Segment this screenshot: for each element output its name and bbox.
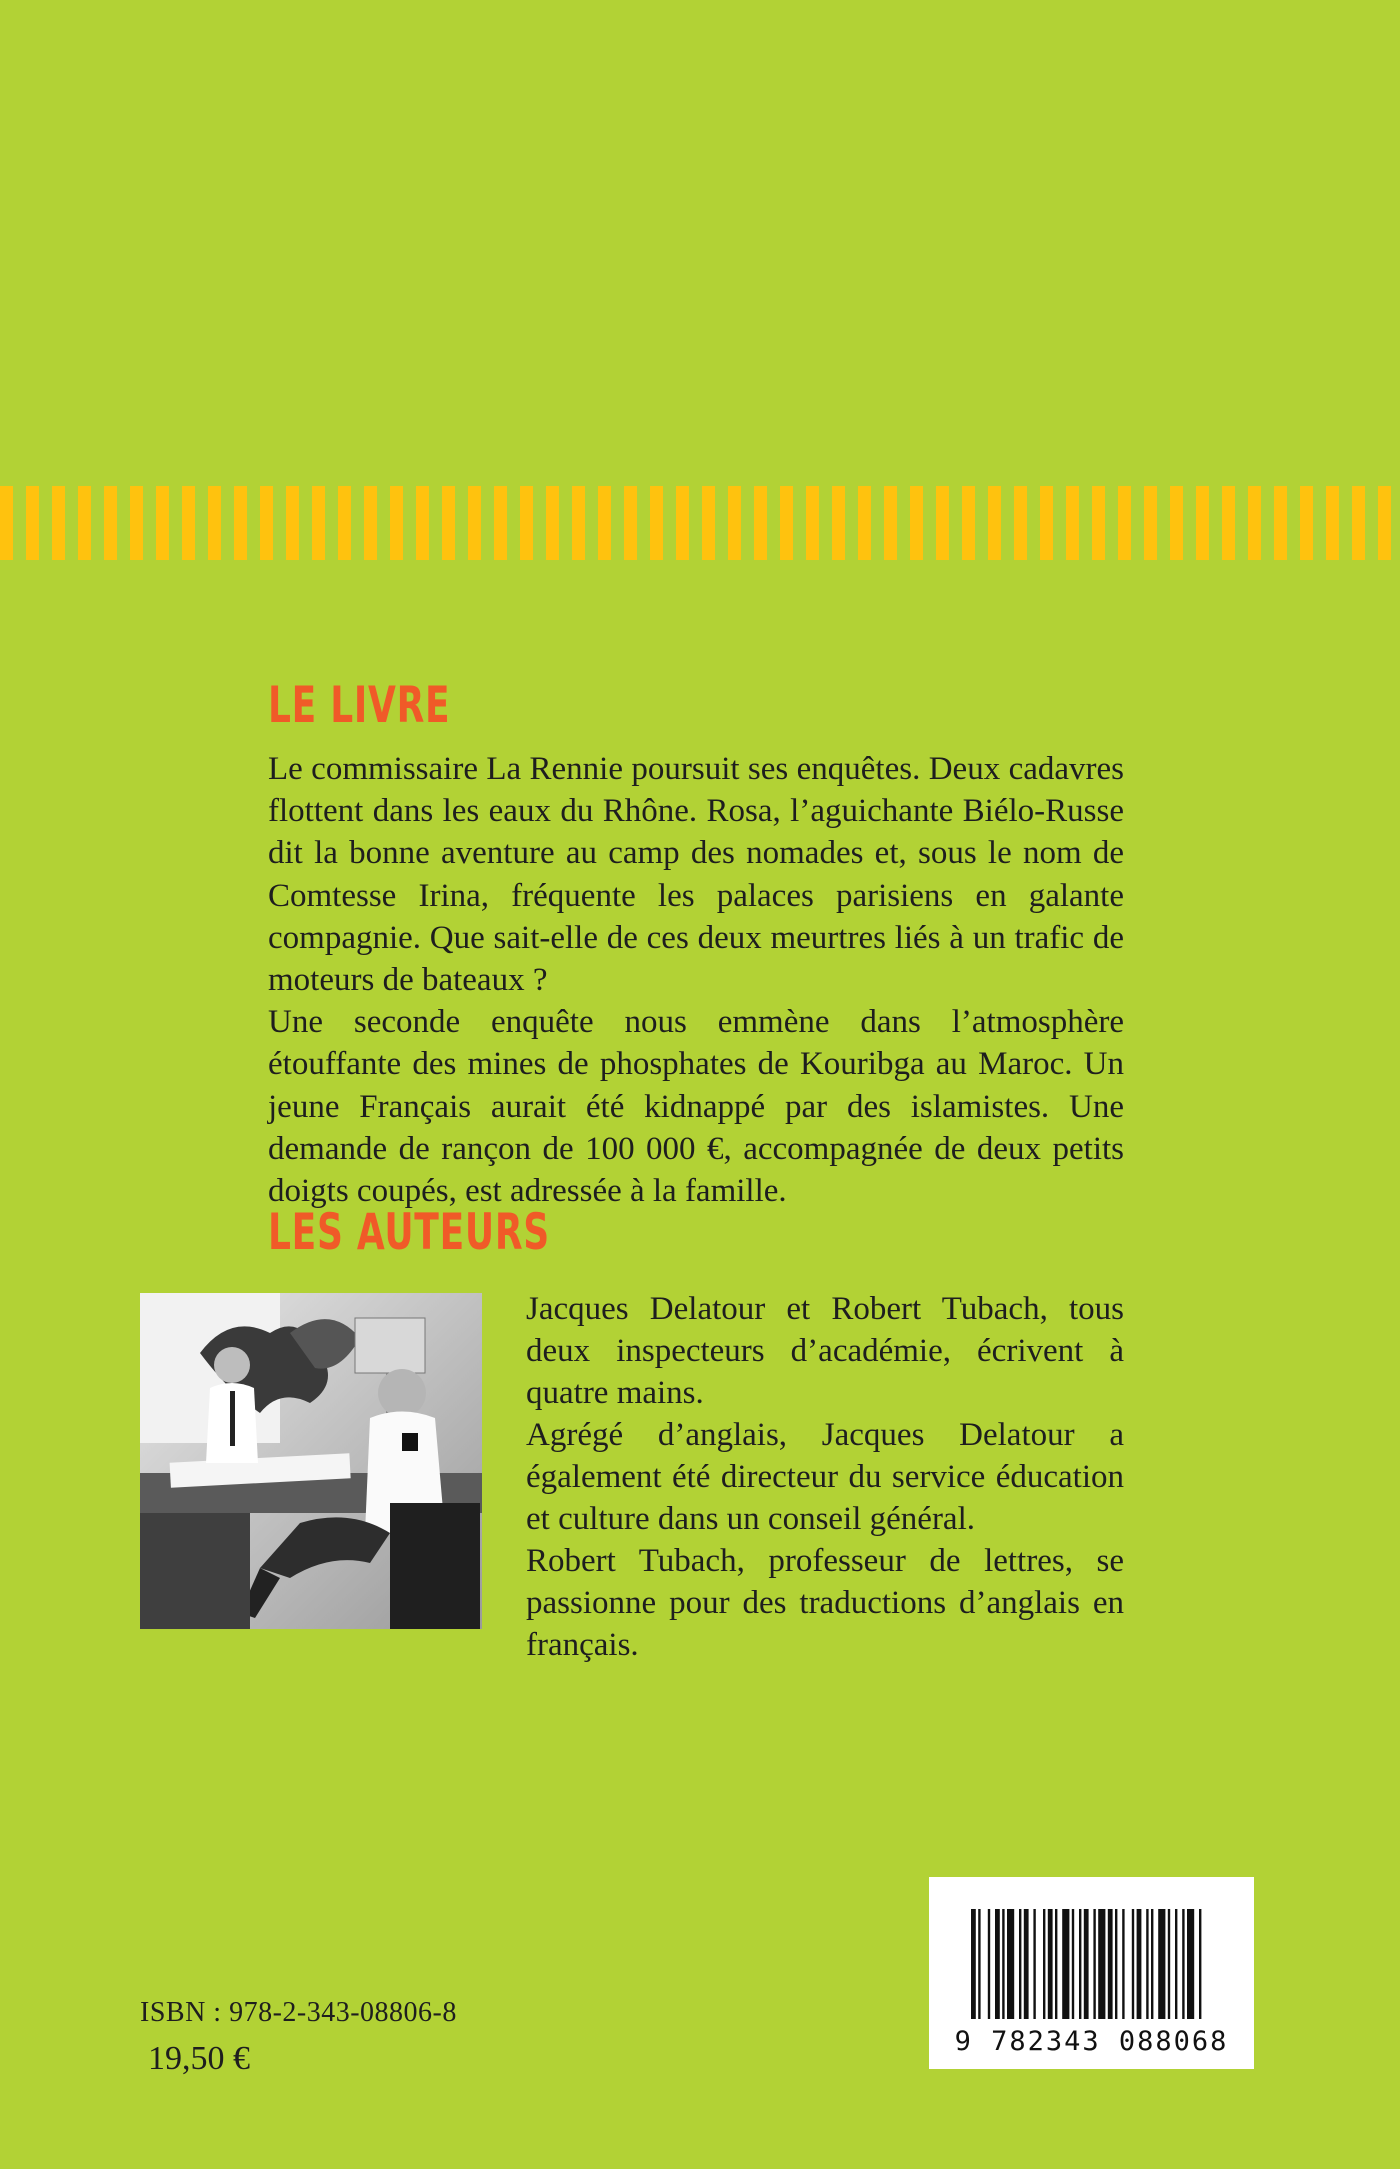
- barcode-bar: [1043, 1909, 1045, 2019]
- barcode-bar: [1072, 1909, 1074, 2019]
- barcode-bar: [1199, 1909, 1201, 2019]
- barcode-bar: [1187, 1909, 1194, 2019]
- authors-photo: [140, 1293, 482, 1629]
- book-paragraph-2: Une seconde enquête nous emmène dans l’atmosphère étouffante des mines de phosphates de Kouribga au Maroc. Un jeune Français aurait été kidnappé par des islamistes. Une demande de rançon de 100 000 €, accompagnée de deux petits doigts coupés, est adressée à la famille.: [268, 1004, 1124, 1210]
- barcode-bar: [1093, 1909, 1095, 2019]
- barcode-bar: [1151, 1909, 1153, 2019]
- barcode-bars: [929, 1877, 1254, 2027]
- book-description: [268, 748, 1124, 1212]
- barcode: [929, 1877, 1254, 2069]
- barcode-bar: [1007, 1909, 1014, 2019]
- barcode-bar: [1019, 1909, 1021, 2019]
- decorative-stripe-band: [0, 486, 1400, 560]
- barcode-bar: [1048, 1909, 1053, 2019]
- barcode-bar: [978, 1909, 980, 2019]
- barcode-bar: [1168, 1909, 1170, 2019]
- barcode-bar: [1033, 1909, 1035, 2019]
- barcode-bar: [1002, 1909, 1004, 2019]
- barcode-bar: [1084, 1909, 1089, 2019]
- book-section-heading: LE LIVRE: [268, 676, 451, 734]
- barcode-bar: [995, 1909, 1000, 2019]
- barcode-digits: 9 782343 088068: [954, 2026, 1229, 2057]
- book-paragraph-1: Le commissaire La Rennie poursuit ses enquêtes. Deux cadavres flottent dans les eaux du Rhône. Rosa, l’aguichante Biélo-Russe dit la bonne aventure au camp des nomades et, sous le nom de Comtesse Irina, fréquente les palaces parisiens en galante compagnie. Que sait-elle de ces deux meurtres liés à un trafic de moteurs de bateaux ?: [268, 751, 1124, 999]
- price-label: 19,50 €: [148, 2040, 250, 2077]
- barcode-bar: [988, 1909, 990, 2019]
- barcode-bar: [971, 1909, 976, 2019]
- barcode-bar: [1115, 1909, 1117, 2019]
- barcode-bar: [1062, 1909, 1069, 2019]
- barcode-bar: [1108, 1909, 1113, 2019]
- barcode-bar: [1182, 1909, 1184, 2019]
- authors-paragraph-1: Jacques Delatour et Robert Tubach, tous deux inspecteurs d’académie, écrivent à quatre mains.: [526, 1291, 1124, 1411]
- barcode-bar: [1055, 1909, 1057, 2019]
- barcode-bar: [1024, 1909, 1029, 2019]
- barcode-bar: [1098, 1909, 1105, 2019]
- authors-section-heading: LES AUTEURS: [268, 1203, 550, 1261]
- barcode-bar: [1137, 1909, 1142, 2019]
- barcode-bar: [1146, 1909, 1148, 2019]
- barcode-bar: [1175, 1909, 1177, 2019]
- authors-paragraph-2: Agrégé d’anglais, Jacques Delatour a également été directeur du service éducation et culture dans un conseil général.: [526, 1417, 1124, 1537]
- barcode-bar: [1079, 1909, 1081, 2019]
- authors-description: [526, 1288, 1124, 1666]
- authors-paragraph-3: Robert Tubach, professeur de lettres, se passionne pour des traductions d’anglais en français.: [526, 1543, 1124, 1663]
- isbn-label: ISBN : 978-2-343-08806-8: [140, 1997, 457, 2028]
- barcode-bar: [1122, 1909, 1124, 2019]
- barcode-bar: [1132, 1909, 1134, 2019]
- barcode-bar: [1158, 1909, 1165, 2019]
